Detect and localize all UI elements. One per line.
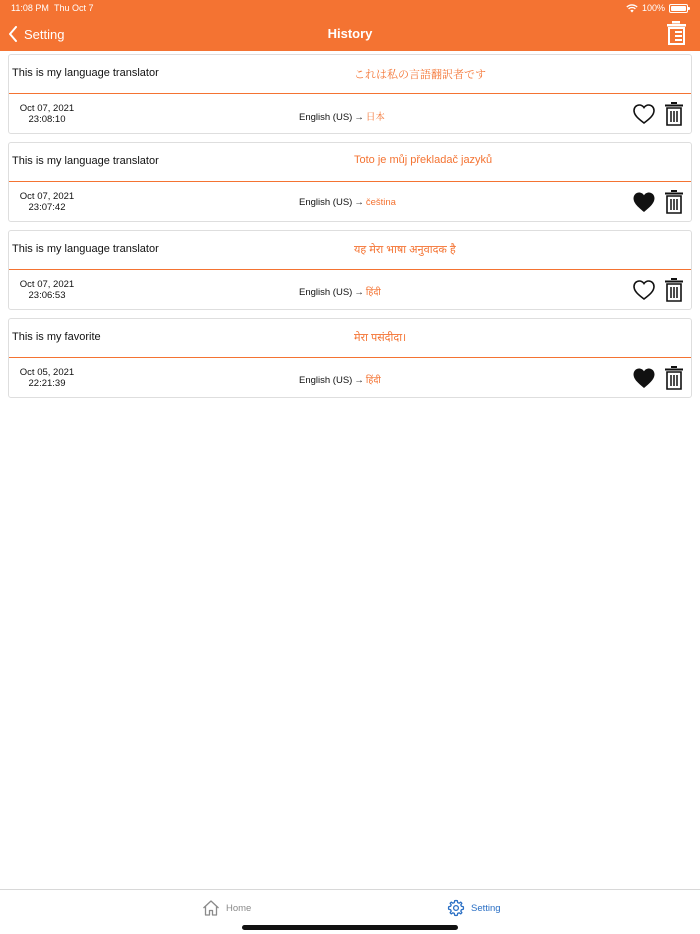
source-text: This is my favorite	[12, 331, 101, 343]
meta-row	[9, 359, 691, 398]
date-text: Oct 07, 2021	[19, 103, 75, 114]
time-text: 22:21:39	[28, 378, 66, 389]
heart-outline-icon[interactable]	[632, 102, 656, 126]
language-pair	[299, 373, 381, 386]
tab-label: Home	[226, 902, 252, 914]
source-text: This is my language translator	[12, 155, 159, 167]
source-language: English (US)	[299, 287, 353, 298]
history-card[interactable]	[8, 142, 692, 222]
language-pair	[299, 109, 385, 123]
status-indicators	[626, 3, 688, 13]
gear-icon	[447, 899, 465, 917]
meta-row	[9, 271, 691, 310]
trash-icon[interactable]	[664, 277, 684, 303]
trash-icon[interactable]	[664, 189, 684, 215]
battery-percent: 100%	[641, 3, 665, 13]
tab-setting[interactable]	[447, 898, 501, 918]
history-card[interactable]	[8, 230, 692, 310]
source-text: This is my language translator	[12, 67, 159, 79]
translation-row	[9, 319, 691, 358]
source-language: English (US)	[299, 112, 353, 123]
page-title: History	[327, 26, 373, 41]
arrow-right-icon: →	[354, 287, 364, 298]
source-language: English (US)	[299, 375, 353, 386]
translated-text: Toto je můj překladač jazyků	[354, 154, 493, 166]
target-language: čeština	[365, 197, 396, 208]
translation-row	[9, 55, 691, 94]
time-text: 23:07:42	[28, 202, 66, 213]
time-text: 23:08:10	[28, 114, 66, 125]
meta-row	[9, 183, 691, 222]
date-text: Oct 05, 2021	[19, 367, 75, 378]
source-text: This is my language translator	[12, 243, 159, 255]
translation-row	[9, 143, 691, 182]
home-icon	[202, 899, 220, 917]
target-language: हिंदी	[365, 287, 381, 298]
history-list	[8, 54, 692, 406]
date-text: Oct 07, 2021	[19, 279, 75, 290]
nav-header	[0, 0, 700, 51]
time-text: 23:06:53	[28, 290, 66, 301]
translated-text: यह मेरा भाषा अनुवादक है	[354, 244, 456, 256]
tab-home[interactable]	[202, 898, 251, 918]
arrow-right-icon: →	[354, 375, 364, 386]
heart-filled-icon[interactable]	[632, 190, 656, 214]
translated-text: これは私の言語翻訳者です	[354, 69, 486, 81]
timestamp	[19, 279, 75, 301]
arrow-right-icon: →	[354, 112, 364, 123]
home-indicator[interactable]	[242, 925, 458, 930]
clear-history-icon[interactable]	[666, 20, 688, 46]
target-language: 日本	[365, 112, 385, 123]
battery-icon	[669, 4, 688, 13]
tab-label: Setting	[471, 902, 501, 914]
translation-row	[9, 231, 691, 270]
meta-row	[9, 95, 691, 134]
back-label: Setting	[24, 26, 65, 42]
trash-icon[interactable]	[664, 101, 684, 127]
language-pair	[299, 197, 396, 208]
timestamp	[19, 191, 75, 213]
heart-filled-icon[interactable]	[632, 366, 656, 390]
history-card[interactable]	[8, 318, 692, 398]
target-language: हिंदी	[365, 375, 381, 386]
heart-outline-icon[interactable]	[632, 278, 656, 302]
translated-text: मेरा पसंदीदा।	[354, 332, 407, 344]
history-card[interactable]	[8, 54, 692, 134]
language-pair	[299, 285, 381, 298]
status-bar	[0, 0, 700, 16]
timestamp	[19, 103, 75, 125]
status-time: 11:08 PM	[11, 3, 49, 13]
status-date: Thu Oct 7	[54, 3, 94, 13]
date-text: Oct 07, 2021	[19, 191, 75, 202]
source-language: English (US)	[299, 197, 353, 208]
wifi-icon	[626, 4, 638, 13]
arrow-right-icon: →	[354, 197, 364, 208]
timestamp	[19, 367, 75, 389]
trash-icon[interactable]	[664, 365, 684, 391]
tab-bar	[0, 889, 700, 934]
